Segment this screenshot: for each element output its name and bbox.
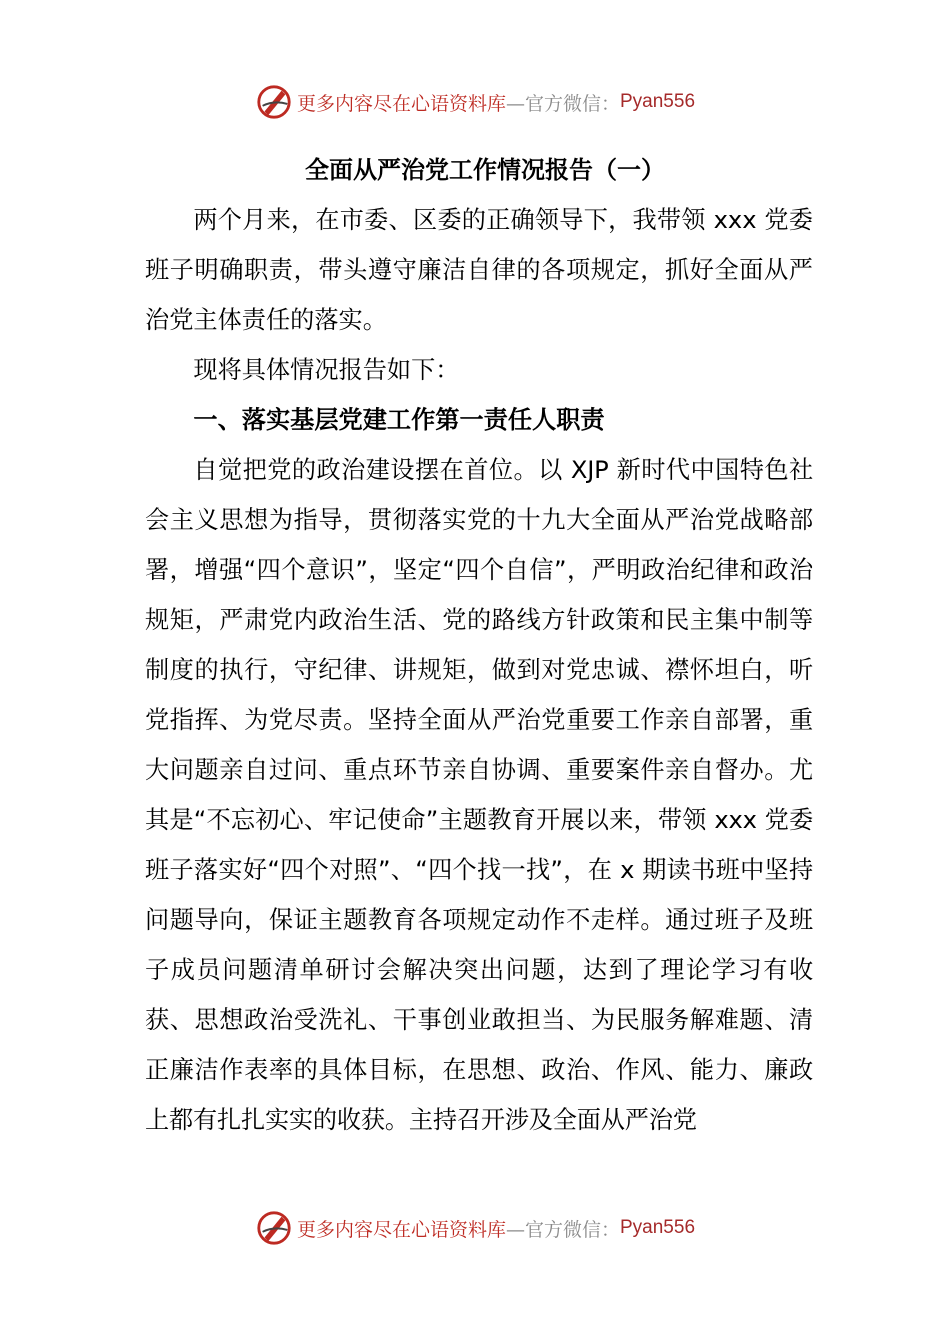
banner-wechat-id: Pyan556 — [620, 91, 696, 112]
banner-subtext: —官方微信： — [505, 1218, 620, 1241]
banner-wechat-id: Pyan556 — [620, 1217, 696, 1238]
document-body — [145, 195, 813, 1145]
pen-logo-icon — [255, 1209, 293, 1247]
header-watermark-banner — [0, 80, 950, 124]
intro-paragraph: 两个月来，在市委、区委的正确领导下，我带领 xxx 党委班子明确职责，带头遵守廉洁自律的各项规定，抓好全面从严治党主体责任的落实。 — [145, 206, 813, 334]
pen-logo-icon — [255, 83, 293, 121]
document-title: 全面从严治党工作情况报告（一） — [305, 156, 665, 184]
banner-subtext: —官方微信： — [505, 92, 620, 115]
footer-watermark-banner — [0, 1206, 950, 1250]
banner-text: 更多内容尽在心语资料库 — [296, 92, 506, 115]
section-body-paragraph: 自觉把党的政治建设摆在首位。以 XJP 新时代中国特色社会主义思想为指导，贯彻落实党的十九大全面从严治党战略部署，增强“四个意识”，坚定“四个自信”，严明政治纪律和政治规矩，严肃党内政治生活、党的路线方针政策和民主集中制等制度的执行，守纪律、讲规矩，做到对党忠诚、襟怀坦白，听党指挥、为党尽责。坚持全面从严治党重要工作亲自部署，重大问题亲自过问、重点环节亲自协调、重要案件亲自督办。尤其是“不忘初心、牢记使命”主题教育开展以来，带领 xxx 党委班子落实好“四个对照”、“四个找一找”，在 x 期读书班中坚持问题导向，保证主题教育各项规定动作不走样。通过班子及班子成员问题清单研讨会解决突出问题，达到了理论学习有收获、思想政治受洗礼、干事创业敢担当、为民服务解难题、清正廉洁作表率的具体目标，在思想、政治、作风、能力、廉政上都有扎扎实实的收获。主持召开涉及全面从严治党 — [145, 456, 813, 1134]
banner-text: 更多内容尽在心语资料库 — [296, 1218, 506, 1241]
section-heading: 一、落实基层党建工作第一责任人职责 — [193, 406, 605, 434]
report-lead-paragraph: 现将具体情况报告如下： — [193, 356, 460, 384]
